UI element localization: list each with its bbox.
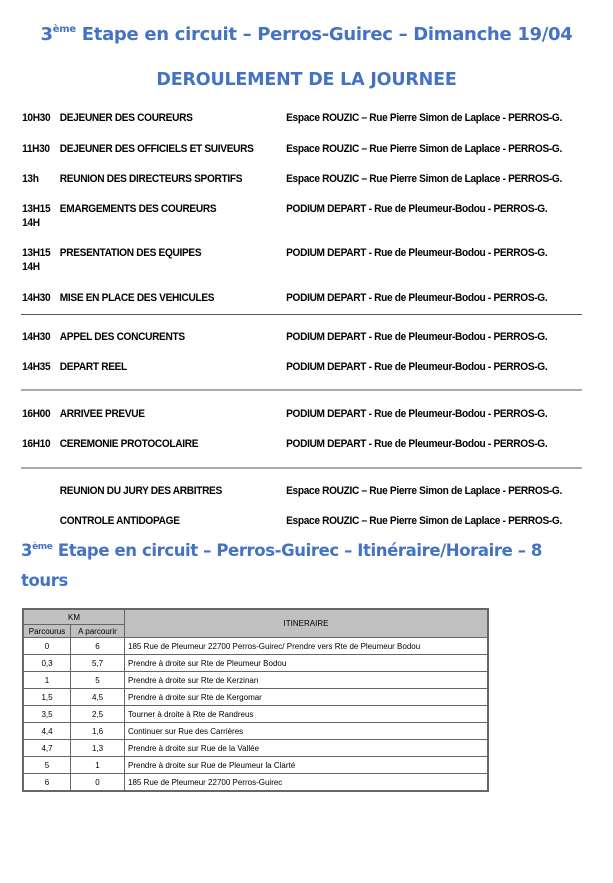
schedule-place: PODIUM DEPART - Rue de Pleumeur-Bodou - PERROS-G. (286, 361, 548, 373)
itinerary-row (23, 689, 488, 706)
route-cell: Tourner à droite à Rte de Randreus (125, 706, 489, 723)
schedule-time: 13h (22, 173, 39, 185)
schedule-event: REUNION DES DIRECTEURS SPORTIFS (59, 173, 243, 185)
section-title-schedule: DEROULEMENT DE LA JOURNEE (156, 70, 457, 90)
km-done-cell: 4,4 (23, 723, 71, 740)
route-cell: Prendre à droite sur Rte de Kerzinan (125, 672, 489, 689)
title-number: 3 (40, 24, 53, 45)
schedule-place: Espace ROUZIC – Rue Pierre Simon de Laplace - PERROS-G. (286, 173, 562, 185)
itinerary-row (23, 723, 488, 740)
km-done-cell: 1,5 (23, 689, 71, 706)
km-done-cell: 5 (23, 757, 71, 774)
title-superscript: ème (52, 24, 76, 35)
schedule-place: Espace ROUZIC – Rue Pierre Simon de Laplace - PERROS-G. (286, 143, 562, 155)
km-done-cell: 1 (23, 672, 71, 689)
schedule-time: 14H30 (22, 331, 51, 343)
schedule-time-end: 14H (22, 261, 40, 273)
km-remaining-cell: 1 (71, 757, 125, 774)
schedule-place: PODIUM DEPART - Rue de Pleumeur-Bodou - PERROS-G. (286, 292, 548, 304)
itinerary-row (23, 672, 488, 689)
km-remaining-cell: 5 (71, 672, 125, 689)
schedule-event: CONTROLE ANTIDOPAGE (59, 515, 180, 527)
route-cell: 185 Rue de Pleumeur 22700 Perros-Guirec (125, 774, 489, 792)
itinerary-title-number: 3 (21, 541, 33, 560)
schedule-time: 13H15 (22, 247, 51, 259)
schedule-place: PODIUM DEPART - Rue de Pleumeur-Bodou - PERROS-G. (286, 438, 548, 450)
route-cell: Continuer sur Rue des Carrières (125, 723, 489, 740)
km-remaining-cell: 1,3 (71, 740, 125, 757)
km-remaining-cell: 4,5 (71, 689, 125, 706)
schedule-place: Espace ROUZIC – Rue Pierre Simon de Laplace - PERROS-G. (286, 515, 562, 527)
itinerary-row (23, 774, 488, 792)
schedule-event: DEPART REEL (59, 361, 127, 373)
schedule-time: 10H30 (22, 112, 51, 124)
itinerary-table (22, 608, 489, 792)
schedule-event: EMARGEMENTS DES COUREURS (59, 203, 217, 215)
km-done-cell: 4,7 (23, 740, 71, 757)
schedule-event: DEJEUNER DES COUREURS (59, 112, 193, 124)
schedule-event: APPEL DES CONCURENTS (59, 331, 185, 343)
itinerary-title (21, 541, 542, 560)
km-done-cell: 6 (23, 774, 71, 792)
done-header: Parcourus (23, 625, 71, 638)
itinerary-row (23, 740, 488, 757)
separator (21, 467, 582, 469)
km-remaining-cell: 2,5 (71, 706, 125, 723)
itinerary-row (23, 638, 488, 655)
km-remaining-cell: 6 (71, 638, 125, 655)
title-text: Etape en circuit – Perros-Guirec – Dimanche 19/04 (75, 24, 573, 45)
schedule-event: CEREMONIE PROTOCOLAIRE (59, 438, 199, 450)
schedule-time: 13H15 (22, 203, 51, 215)
schedule-time: 14H30 (22, 292, 51, 304)
schedule-event: DEJEUNER DES OFFICIELS ET SUIVEURS (59, 143, 254, 155)
page-title (0, 24, 613, 45)
itinerary-row (23, 757, 488, 774)
schedule-time: 16H00 (22, 408, 51, 420)
schedule-place: Espace ROUZIC – Rue Pierre Simon de Laplace - PERROS-G. (286, 485, 562, 497)
route-cell: Prendre à droite sur Rue de Pleumeur la Clarté (125, 757, 489, 774)
separator (21, 314, 582, 315)
schedule-place: PODIUM DEPART - Rue de Pleumeur-Bodou - PERROS-G. (286, 247, 548, 259)
separator (21, 389, 582, 391)
itinerary-body (23, 638, 488, 792)
schedule-time: 11H30 (22, 143, 50, 155)
km-done-cell: 0 (23, 638, 71, 655)
route-cell: Prendre à droite sur Rte de Pleumeur Bodou (125, 655, 489, 672)
schedule-event: MISE EN PLACE DES VEHICULES (59, 292, 215, 304)
route-cell: Prendre à droite sur Rte de Kergomar (125, 689, 489, 706)
schedule-place: PODIUM DEPART - Rue de Pleumeur-Bodou - PERROS-G. (286, 203, 548, 215)
schedule-place: Espace ROUZIC – Rue Pierre Simon de Laplace - PERROS-G. (286, 112, 562, 124)
itinerary-title-text: Etape en circuit – Perros-Guirec – Itinéraire/Horaire – 8 (52, 541, 543, 560)
km-remaining-cell: 1,6 (71, 723, 125, 740)
schedule-event: PRESENTATION DES EQUIPES (59, 247, 202, 259)
schedule-time-end: 14H (22, 217, 40, 229)
schedule-event: ARRIVEE PREVUE (59, 408, 145, 420)
route-cell: Prendre à droite sur Rue de la Vallée (125, 740, 489, 757)
schedule-time: 16H10 (22, 438, 51, 450)
route-header: ITINERAIRE (125, 609, 489, 638)
schedule-place: PODIUM DEPART - Rue de Pleumeur-Bodou - PERROS-G. (286, 408, 548, 420)
route-cell: 185 Rue de Pleumeur 22700 Perros-Guirec/ Prendre vers Rte de Pleumeur Bodou (125, 638, 489, 655)
km-header: KM (23, 609, 125, 625)
schedule-place: PODIUM DEPART - Rue de Pleumeur-Bodou - PERROS-G. (286, 331, 548, 343)
itinerary-title-superscript: ème (32, 542, 53, 552)
itinerary-row (23, 655, 488, 672)
itinerary-row (23, 706, 488, 723)
km-done-cell: 3,5 (23, 706, 71, 723)
itinerary-title-line2: tours (21, 571, 68, 590)
km-done-cell: 0,3 (23, 655, 71, 672)
km-remaining-cell: 0 (71, 774, 125, 792)
km-remaining-cell: 5,7 (71, 655, 125, 672)
remaining-header: A parcourir (71, 625, 125, 638)
schedule-event: REUNION DU JURY DES ARBITRES (59, 485, 222, 497)
schedule-time: 14H35 (22, 361, 51, 373)
